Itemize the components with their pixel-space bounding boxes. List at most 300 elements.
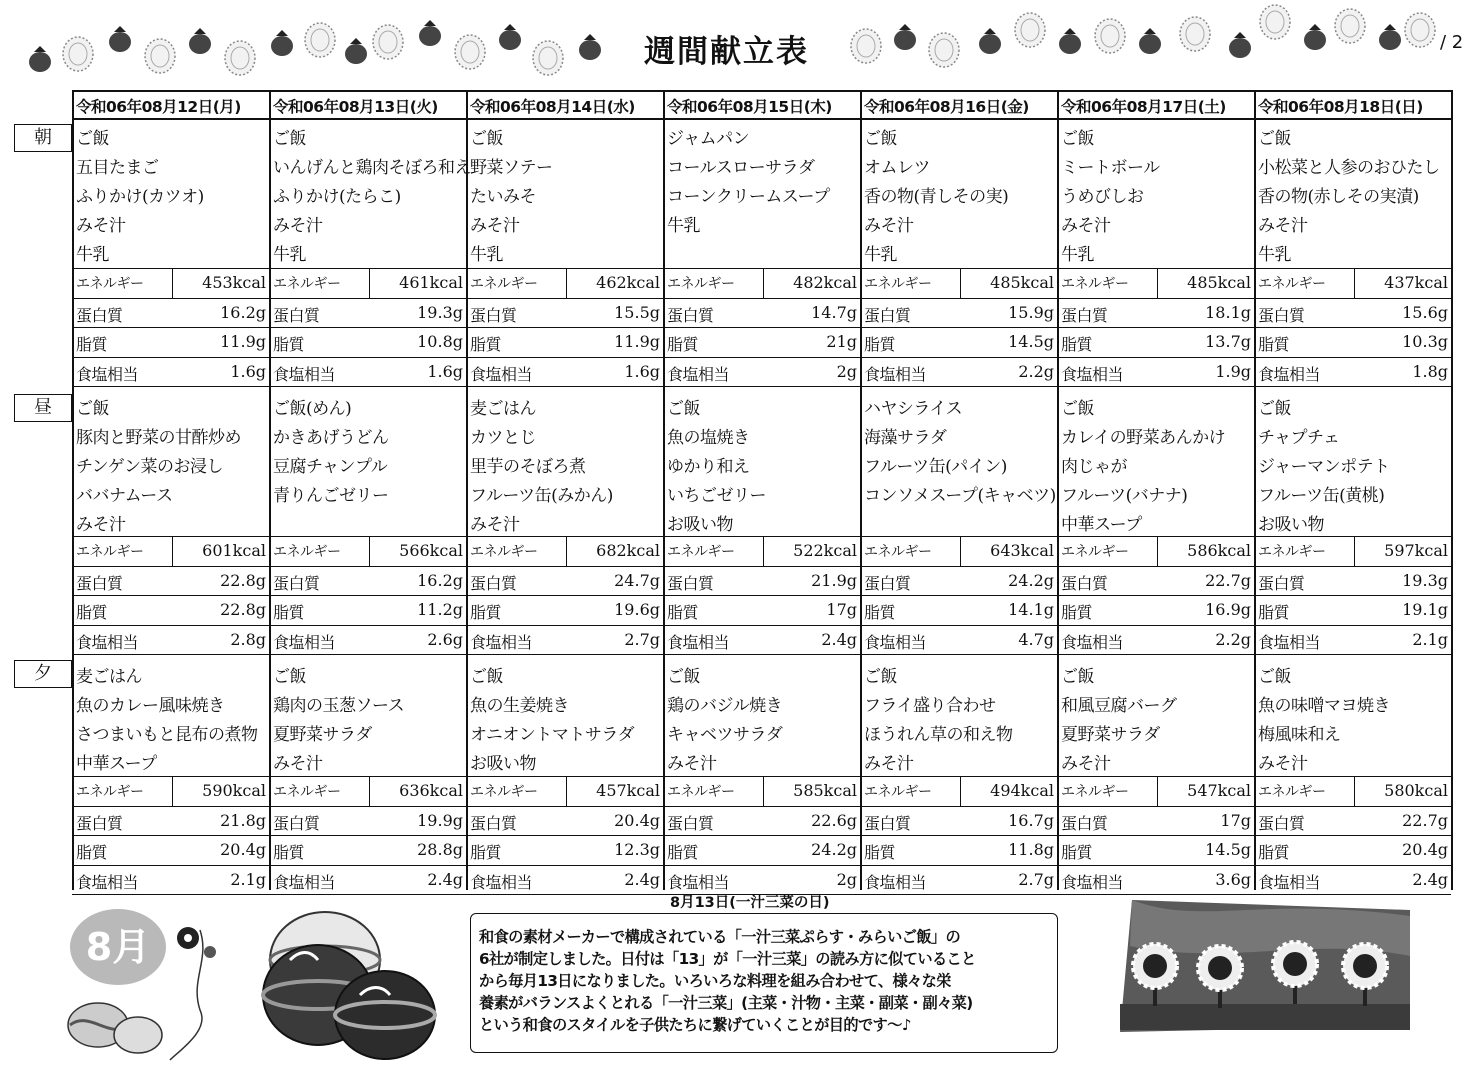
nutrient-value: 19.1g xyxy=(1402,600,1448,619)
dish-item: お吸い物 xyxy=(470,754,536,774)
grid-line xyxy=(860,90,862,890)
grid-line xyxy=(1451,90,1453,890)
dish-item: ハヤシライス xyxy=(864,399,963,419)
dish-item: カツとじ xyxy=(470,428,536,448)
nutrient-label: 食塩相当 xyxy=(1258,632,1321,652)
nutrient-value: 485kcal xyxy=(990,273,1054,292)
dish-item: 肉じゃが xyxy=(1061,457,1127,477)
dish-item: うめびしお xyxy=(1061,187,1144,207)
dish-item: 夏野菜サラダ xyxy=(1061,725,1160,745)
nutrient-value: 16.2g xyxy=(417,570,463,590)
nutrient-value: 1.8g xyxy=(1412,361,1448,381)
grid-line xyxy=(269,90,271,890)
nutrient-value: 17g xyxy=(826,600,857,619)
nutrient-label: 蛋白質 xyxy=(667,305,714,325)
dish-item: ミートボール xyxy=(1061,158,1160,178)
grid-line xyxy=(72,298,1451,299)
weekly-menu-table xyxy=(72,90,1449,890)
nutrient-label: 脂質 xyxy=(273,603,305,622)
day-date-header: 令和06年08月18日(日) xyxy=(1258,98,1423,116)
grid-line xyxy=(72,566,1451,567)
nutrient-label: 脂質 xyxy=(667,603,699,622)
nutrient-value: 1.6g xyxy=(427,361,463,381)
dish-item: みそ汁 xyxy=(470,515,520,535)
nutrient-label: エネルギー xyxy=(76,784,144,800)
nutrient-value: 2.4g xyxy=(624,869,660,889)
lantern-icon xyxy=(929,33,959,67)
nutrient-value: 11.8g xyxy=(1008,840,1054,859)
nutrient-label: 蛋白質 xyxy=(273,813,320,833)
persimmon-icon xyxy=(345,38,367,64)
dish-item: ご飯 xyxy=(273,129,306,149)
nutrient-value: 482kcal xyxy=(793,273,857,292)
lantern-icon xyxy=(851,29,881,63)
lantern-icon xyxy=(63,37,93,71)
notice-box xyxy=(470,913,1058,1053)
nutrient-value: 437kcal xyxy=(1384,273,1448,292)
persimmon-icon xyxy=(1229,32,1251,58)
notice-caption: 8月13日(一汁三菜の日) xyxy=(670,895,830,911)
dish-item: 牛乳 xyxy=(667,216,700,236)
dish-item: ゆかり和え xyxy=(667,457,750,477)
grid-line xyxy=(663,90,665,890)
nutrient-label: 蛋白質 xyxy=(667,573,714,593)
grid-line xyxy=(72,654,1451,655)
nutrient-value: 24.2g xyxy=(1008,570,1054,590)
dish-item: 海藻サラダ xyxy=(864,428,947,448)
dish-item: 牛乳 xyxy=(470,245,503,265)
dish-item: 魚の塩焼き xyxy=(667,428,750,448)
dish-item: 牛乳 xyxy=(1061,245,1094,265)
grid-line xyxy=(72,357,1451,358)
day-date-header: 令和06年08月15日(木) xyxy=(667,98,832,116)
nutrient-label: 食塩相当 xyxy=(470,632,533,652)
nutrient-label: エネルギー xyxy=(470,276,538,292)
persimmon-icon xyxy=(189,28,211,54)
nutrient-value: 12.3g xyxy=(614,840,660,859)
nutrient-value: 585kcal xyxy=(793,781,857,800)
persimmon-icon xyxy=(1059,28,1081,54)
dish-item: みそ汁 xyxy=(273,754,323,774)
nutrient-value: 15.9g xyxy=(1008,302,1054,322)
persimmon-icon xyxy=(979,28,1001,54)
day-date-header: 令和06年08月16日(金) xyxy=(864,98,1029,116)
nutrient-label: エネルギー xyxy=(667,784,735,800)
dish-item: コンソメスープ(キャベツ) xyxy=(864,486,1056,506)
nutrient-value: 22.7g xyxy=(1402,810,1448,830)
day-date-header: 令和06年08月14日(水) xyxy=(470,98,635,116)
nutrient-value: 2g xyxy=(836,361,857,381)
dish-item: キャベツサラダ xyxy=(667,725,783,745)
dish-item: ご飯 xyxy=(470,667,503,687)
dish-item: カレイの野菜あんかけ xyxy=(1061,428,1226,448)
nutrient-value: 28.8g xyxy=(417,840,463,859)
dish-item: フルーツ缶(みかん) xyxy=(470,486,613,506)
nutrient-value: 636kcal xyxy=(399,781,463,800)
dish-item: ふりかけ(カツオ) xyxy=(76,187,204,207)
nutrient-label: 蛋白質 xyxy=(864,573,911,593)
nutrient-label: エネルギー xyxy=(1061,784,1129,800)
lantern-icon xyxy=(1260,5,1290,39)
dish-item: オムレツ xyxy=(864,158,930,178)
nutrient-label: エネルギー xyxy=(273,276,341,292)
lantern-icon xyxy=(533,41,563,75)
dish-item: ほうれん草の和え物 xyxy=(864,725,1013,745)
persimmon-icon xyxy=(1304,24,1326,50)
nutrient-value: 601kcal xyxy=(202,541,266,560)
nutrient-value: 462kcal xyxy=(596,273,660,292)
nutrient-label: 蛋白質 xyxy=(470,305,517,325)
dish-item: コーンクリームスープ xyxy=(667,187,830,207)
water-balloon-icon xyxy=(263,912,435,1059)
nutrient-label: 食塩相当 xyxy=(470,872,533,892)
meal-label-dinner: 夕 xyxy=(14,660,72,688)
nutrient-value: 2.7g xyxy=(1018,869,1054,889)
month-badge: 8月 xyxy=(70,909,166,985)
dish-item: いんげんと鶏肉そぼろ和え xyxy=(273,158,471,178)
lantern-icon xyxy=(455,35,485,69)
nutrient-label: 食塩相当 xyxy=(273,364,336,384)
dish-item: ご飯 xyxy=(1258,399,1291,419)
dish-item: チンゲン菜のお浸し xyxy=(76,457,223,477)
grid-line xyxy=(1254,90,1256,890)
morning-glory-icon xyxy=(170,927,216,1060)
dish-item: ご飯(めん) xyxy=(273,399,352,419)
dish-item: ご飯 xyxy=(76,129,109,149)
dish-item: 中華スープ xyxy=(76,754,157,774)
nutrient-label: エネルギー xyxy=(1061,544,1129,560)
nutrient-value: 24.2g xyxy=(811,840,857,859)
nutrient-value: 2.4g xyxy=(821,629,857,649)
nutrient-value: 2.2g xyxy=(1215,629,1251,649)
page-number: / 2 xyxy=(1440,32,1464,53)
notice-line: から毎月13日になりました。いろいろな料理を組み合わせて、様々な栄 xyxy=(479,972,951,990)
lantern-icon xyxy=(1095,19,1125,53)
nutrient-value: 19.3g xyxy=(417,302,463,322)
nutrient-label: エネルギー xyxy=(1258,544,1326,560)
nutrient-value: 586kcal xyxy=(1187,541,1251,560)
nutrient-label: 食塩相当 xyxy=(667,632,730,652)
dish-item: 牛乳 xyxy=(76,245,109,265)
nutrient-label: 蛋白質 xyxy=(1061,813,1108,833)
grid-line xyxy=(1057,90,1059,890)
nutrient-value: 22.8g xyxy=(220,600,266,619)
nutrient-label: 蛋白質 xyxy=(470,813,517,833)
dish-item: ジャーマンポテト xyxy=(1258,457,1390,477)
nutrient-value: 22.7g xyxy=(1205,570,1251,590)
nutrient-label: 脂質 xyxy=(667,843,699,862)
nutrient-label: エネルギー xyxy=(76,276,144,292)
grid-line xyxy=(72,835,1451,836)
dish-item: 香の物(赤しその実漬) xyxy=(1258,187,1419,207)
dish-item: 小松菜と人参のおひたし xyxy=(1258,158,1440,178)
nutrient-value: 16.2g xyxy=(220,302,266,322)
dish-item: みそ汁 xyxy=(470,216,520,236)
day-date-header: 令和06年08月12日(月) xyxy=(76,98,241,116)
nutrient-value: 22.6g xyxy=(811,810,857,830)
dish-item: 豚肉と野菜の甘酢炒め xyxy=(76,428,241,448)
nutrient-value: 590kcal xyxy=(202,781,266,800)
nutrient-label: エネルギー xyxy=(470,544,538,560)
nutrient-value: 19.6g xyxy=(614,600,660,619)
grid-line xyxy=(72,806,1451,807)
persimmon-icon xyxy=(109,26,131,52)
nutrient-value: 3.6g xyxy=(1215,869,1251,889)
nutrient-label: 蛋白質 xyxy=(667,813,714,833)
grid-line xyxy=(72,595,1451,596)
nutrient-label: 蛋白質 xyxy=(76,813,123,833)
nutrient-value: 20.4g xyxy=(1402,840,1448,859)
grid-line xyxy=(72,118,1451,120)
lantern-icon xyxy=(1180,17,1210,51)
dish-item: 里芋のそぼろ煮 xyxy=(470,457,586,477)
grid-line xyxy=(72,776,1451,777)
nutrient-label: エネルギー xyxy=(667,276,735,292)
day-date-header: 令和06年08月17日(土) xyxy=(1061,98,1226,116)
nutrient-value: 14.1g xyxy=(1008,600,1054,619)
nutrient-value: 15.6g xyxy=(1402,302,1448,322)
dish-item: ババナムース xyxy=(76,486,173,506)
nutrient-label: 脂質 xyxy=(470,603,502,622)
dish-item: みそ汁 xyxy=(864,216,914,236)
dish-item: 牛乳 xyxy=(1258,245,1291,265)
nutrient-value: 10.8g xyxy=(417,332,463,351)
nutrient-label: エネルギー xyxy=(76,544,144,560)
nutrient-value: 2.2g xyxy=(1018,361,1054,381)
dish-item: 五目たまご xyxy=(76,158,159,178)
dish-item: フライ盛り合わせ xyxy=(864,696,996,716)
nutrient-label: 脂質 xyxy=(1258,843,1290,862)
dish-item: ご飯 xyxy=(667,667,700,687)
nutrient-label: 食塩相当 xyxy=(1061,632,1124,652)
nutrient-value: 2g xyxy=(836,869,857,889)
dish-item: 麦ごはん xyxy=(470,399,536,419)
nutrient-label: エネルギー xyxy=(273,784,341,800)
lantern-icon xyxy=(1335,9,1365,43)
nutrient-value: 2.4g xyxy=(1412,869,1448,889)
persimmon-icon xyxy=(579,34,601,60)
nutrient-label: 脂質 xyxy=(1061,843,1093,862)
dish-item: みそ汁 xyxy=(76,216,126,236)
nutrient-value: 22.8g xyxy=(220,570,266,590)
nutrient-label: 脂質 xyxy=(273,843,305,862)
nutrient-value: 4.7g xyxy=(1018,629,1054,649)
dish-item: ご飯 xyxy=(864,129,897,149)
nutrient-value: 566kcal xyxy=(399,541,463,560)
grid-line xyxy=(72,625,1451,626)
dish-item: 鶏肉の玉葱ソース xyxy=(273,696,405,716)
lantern-icon xyxy=(145,39,175,73)
dish-item: 麦ごはん xyxy=(76,667,142,687)
dish-item: ジャムパン xyxy=(667,129,750,149)
dish-item: 鶏のバジル焼き xyxy=(667,696,783,716)
nutrient-label: 食塩相当 xyxy=(667,364,730,384)
balloon-illustration xyxy=(60,900,480,1066)
nutrient-value: 2.1g xyxy=(230,869,266,889)
nutrient-label: 蛋白質 xyxy=(1258,573,1305,593)
nutrient-value: 18.1g xyxy=(1205,302,1251,322)
dish-item: ご飯 xyxy=(667,399,700,419)
nutrient-value: 14.5g xyxy=(1008,332,1054,351)
dish-item: いちごゼリー xyxy=(667,486,766,506)
nutrient-value: 13.7g xyxy=(1205,332,1251,351)
grid-line xyxy=(72,865,1451,866)
dish-item: フルーツ缶(黄桃) xyxy=(1258,486,1385,506)
dish-item: ご飯 xyxy=(1258,667,1291,687)
nutrient-label: 脂質 xyxy=(1258,603,1290,622)
notice-line: 養素がバランスよくとれる「一汁三菜」(主菜・汁物・主菜・副菜・副々菜) xyxy=(479,994,973,1012)
persimmon-icon xyxy=(419,20,441,46)
nutrient-label: 蛋白質 xyxy=(1061,573,1108,593)
persimmon-icon xyxy=(894,24,916,50)
nutrient-label: エネルギー xyxy=(864,544,932,560)
nutrient-label: 蛋白質 xyxy=(1258,305,1305,325)
nutrient-value: 2.6g xyxy=(427,629,463,649)
nutrient-label: 脂質 xyxy=(864,603,896,622)
nutrient-value: 682kcal xyxy=(596,541,660,560)
nutrient-value: 597kcal xyxy=(1384,541,1448,560)
dish-item: みそ汁 xyxy=(667,754,717,774)
day-date-header: 令和06年08月13日(火) xyxy=(273,98,438,116)
dish-item: みそ汁 xyxy=(1061,754,1111,774)
nutrient-label: 食塩相当 xyxy=(1258,364,1321,384)
dish-item: チャプチェ xyxy=(1258,428,1340,448)
nutrient-label: 脂質 xyxy=(1061,335,1093,354)
nutrient-label: 食塩相当 xyxy=(76,632,139,652)
dish-item: フルーツ缶(パイン) xyxy=(864,457,1007,477)
nutrient-value: 2.4g xyxy=(427,869,463,889)
nutrient-value: 461kcal xyxy=(399,273,463,292)
nutrient-label: エネルギー xyxy=(273,544,341,560)
nutrient-value: 14.5g xyxy=(1205,840,1251,859)
nutrient-value: 1.9g xyxy=(1215,361,1251,381)
nutrient-label: 食塩相当 xyxy=(864,872,927,892)
nutrient-label: 食塩相当 xyxy=(1061,872,1124,892)
grid-line xyxy=(72,90,74,890)
notice-line: という和食のスタイルを子供たちに繋げていくことが目的です～♪ xyxy=(479,1016,911,1034)
lantern-icon xyxy=(1405,13,1435,47)
dish-item: 魚の味噌マヨ焼き xyxy=(1258,696,1390,716)
nutrient-value: 2.1g xyxy=(1412,629,1448,649)
dish-item: ふりかけ(たらこ) xyxy=(273,187,401,207)
persimmon-icon xyxy=(1139,28,1161,54)
grid-line xyxy=(72,536,1451,537)
nutrient-label: 蛋白質 xyxy=(1258,813,1305,833)
nutrient-value: 21.9g xyxy=(811,570,857,590)
nutrient-label: 食塩相当 xyxy=(273,632,336,652)
persimmon-icon xyxy=(1379,24,1401,50)
lantern-icon xyxy=(225,41,255,75)
dish-item: 豆腐チャンプル xyxy=(273,457,388,477)
nutrient-label: 脂質 xyxy=(864,843,896,862)
nutrient-value: 457kcal xyxy=(596,781,660,800)
nutrient-label: 脂質 xyxy=(470,843,502,862)
nutrient-label: 蛋白質 xyxy=(1061,305,1108,325)
dish-item: ご飯 xyxy=(1061,667,1094,687)
nutrient-label: 蛋白質 xyxy=(273,573,320,593)
nutrient-label: 脂質 xyxy=(864,335,896,354)
dish-item: かきあげうどん xyxy=(273,428,389,448)
persimmon-icon xyxy=(499,24,521,50)
dish-item: ご飯 xyxy=(273,667,306,687)
dish-item: 魚のカレー風味焼き xyxy=(76,696,225,716)
dish-item: ご飯 xyxy=(1258,129,1291,149)
dish-item: みそ汁 xyxy=(864,754,914,774)
nutrient-label: エネルギー xyxy=(667,544,735,560)
nutrient-value: 19.3g xyxy=(1402,570,1448,590)
nutrient-label: 蛋白質 xyxy=(470,573,517,593)
dish-item: お吸い物 xyxy=(1258,515,1324,535)
dish-item: 牛乳 xyxy=(864,245,897,265)
dish-item: みそ汁 xyxy=(1258,754,1308,774)
yoyo-ball-icon xyxy=(68,1003,162,1053)
nutrient-value: 24.7g xyxy=(614,570,660,590)
dish-item: 牛乳 xyxy=(273,245,306,265)
grid-line xyxy=(72,268,1451,269)
nutrient-value: 1.6g xyxy=(624,361,660,381)
dish-item: コールスローサラダ xyxy=(667,158,815,178)
nutrient-value: 11.9g xyxy=(614,332,660,351)
notice-line: 6社が制定しました。日付は「13」が「一汁三菜」の読み方に似ていること xyxy=(479,950,976,968)
persimmon-icon xyxy=(271,30,293,56)
nutrient-label: 脂質 xyxy=(470,335,502,354)
nutrient-label: 食塩相当 xyxy=(1061,364,1124,384)
lantern-icon xyxy=(1015,13,1045,47)
nutrient-value: 21.8g xyxy=(220,810,266,830)
nutrient-value: 2.7g xyxy=(624,629,660,649)
nutrient-value: 485kcal xyxy=(1187,273,1251,292)
nutrient-value: 15.5g xyxy=(614,302,660,322)
nutrient-value: 17g xyxy=(1220,810,1251,830)
persimmon-icon xyxy=(29,46,51,72)
meal-label-breakfast: 朝 xyxy=(14,124,72,152)
dish-item: ご飯 xyxy=(864,667,897,687)
dish-item: 魚の生姜焼き xyxy=(470,696,569,716)
dish-item: ご飯 xyxy=(1061,399,1094,419)
nutrient-label: エネルギー xyxy=(1061,276,1129,292)
dish-item: 中華スープ xyxy=(1061,515,1142,535)
sunflower-illustration xyxy=(1110,896,1422,1036)
nutrient-label: 脂質 xyxy=(1258,335,1290,354)
dish-item: お吸い物 xyxy=(667,515,733,535)
nutrient-value: 547kcal xyxy=(1187,781,1251,800)
dish-item: ご飯 xyxy=(470,129,503,149)
dish-item: みそ汁 xyxy=(76,515,126,535)
dish-item: みそ汁 xyxy=(1258,216,1308,236)
dish-item: 香の物(青しその実) xyxy=(864,187,1009,207)
nutrient-label: 蛋白質 xyxy=(864,813,911,833)
dish-item: 梅風味和え xyxy=(1258,725,1341,745)
nutrient-label: 脂質 xyxy=(76,335,108,354)
nutrient-value: 522kcal xyxy=(793,541,857,560)
nutrient-label: 食塩相当 xyxy=(76,364,139,384)
nutrient-value: 16.7g xyxy=(1008,810,1054,830)
nutrient-value: 494kcal xyxy=(990,781,1054,800)
nutrient-value: 20.4g xyxy=(614,810,660,830)
dish-item: 野菜ソテー xyxy=(470,158,553,178)
dish-item: ご飯 xyxy=(76,399,109,419)
nutrient-label: 蛋白質 xyxy=(76,305,123,325)
lantern-icon xyxy=(305,23,335,57)
nutrient-label: 食塩相当 xyxy=(1258,872,1321,892)
nutrient-value: 2.8g xyxy=(230,629,266,649)
nutrient-label: 脂質 xyxy=(76,603,108,622)
nutrient-label: 食塩相当 xyxy=(470,364,533,384)
dish-item: オニオントマトサラダ xyxy=(470,725,635,745)
dish-item: 夏野菜サラダ xyxy=(273,725,372,745)
nutrient-value: 14.7g xyxy=(811,302,857,322)
nutrient-label: 食塩相当 xyxy=(76,872,139,892)
